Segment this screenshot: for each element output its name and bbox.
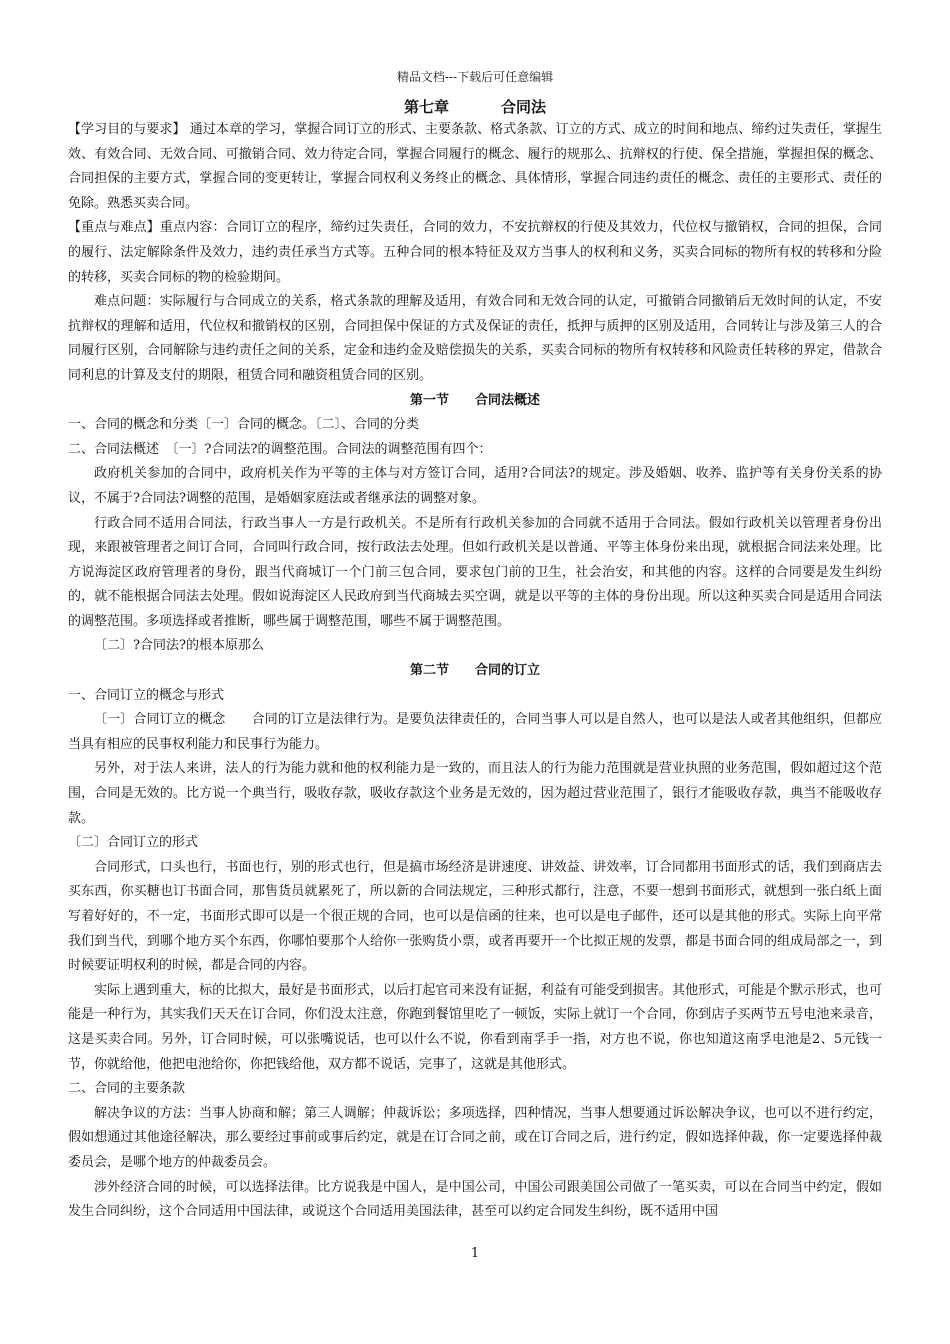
section-2-name: 合同的订立	[475, 663, 541, 679]
s1-paragraph-2: 行政合同不适用合同法，行政当事人一方是行政机关。不是所有行政机关参加的合同就不适用于合同法。假如行政机关以管理者身份出现，来跟被管理者之间订合同，合同叫行政合同，按行政法去处理。但如行政机关是以普通、平等主体身份来出现，就根据合同法来处理。比方说海淀区政府管理者的身份，跟当代商城订一个门前三包合同，要求包门前的卫生，社会治安，和其他的内容。这样的合同要是发生纠纷的，就不能根据合同法去处理。假如说海淀区人民政府到当代商城去买空调，就是以平等的主体的身份出现。所以这种买卖合同是适用合同法的调整范围。多项选择或者推断，哪些属于调整范围，哪些不属于调整范围。	[68, 515, 882, 629]
objectives-paragraph: 【学习目的与要求】 通过本章的学习，掌握合同订立的形式、主要条款、格式条款、订立的方式、成立的时间和地点、缔约过失责任，掌握生效、有效合同、无效合同、可撤销合同、效力待定合同，掌握合同履行的概念、履行的规那么、抗辩权的行使、保全措施，掌握担保的概念、合同担保的主要方式，掌握合同的变更转让，掌握合同权利义务终止的概念、具体情形，掌握合同违约责任的概念、责任的主要形式、责任的免除。熟悉买卖合同。	[68, 122, 882, 211]
s1-subheading-2: 〔二〕?合同法?的根本原那么	[94, 638, 264, 654]
chapter-name: 合同法	[501, 98, 547, 116]
section-1-title	[68, 389, 882, 414]
difficulties-paragraph: 难点问题：实际履行与合同成立的关系，格式条款的理解及适用，有效合同和无效合同的认定，可撤销合同撤销后无效时间的认定，不安抗辩权的理解和适用，代位权和撤销权的区别，合同担保中保证的方式及保证的责任，抵押与质押的区别及适用，合同转让与涉及第三人的合同履行区别，合同解除与违约责任之间的关系，定金和违约金及赔偿损失的关系，买卖合同标的物所有权转移和风险责任转移的界定，借款合同利息的计算及支付的期限，租赁合同和融资租赁合同的区别。	[68, 294, 882, 383]
document-body	[68, 118, 882, 1225]
s2-item-1: 一、合同订立的概念与形式	[68, 687, 225, 703]
s1-item-2: 二、合同法概述 〔一〕?合同法?的调整范围。合同法的调整范围有四个：	[68, 441, 492, 457]
s2-paragraph-3: 合同形式，口头也行，书面也行，别的形式也行，但是搞市场经济是讲速度、讲效益、讲效率，订合同都用书面形式的话，我们到商店去买东西，你买糖也订书面合同，那售货员就累死了，所以新的合同法规定，三种形式都行，注意，不要一想到书面形式，就想到一张白纸上面写着好好的，不一定，书面形式即可以是一个很正规的合同，也可以是信函的往来，也可以是电子邮件，还可以是其他的形式。实际上向平常我们到当代，到哪个地方买个东西，你哪怕要那个人给你一张购货小票，或者再要开一个比拟正规的发票，都是书面合同的组成局部之一，到时候要证明权利的时候，都是合同的内容。	[68, 859, 882, 974]
s2-paragraph-5: 解决争议的方法：当事人协商和解；第三人调解；仲裁诉讼；多项选择，四种情况，当事人想要通过诉讼解决争议，也可以不进行约定，假如想通过其他途径解决，那么要经过事前或事后约定，就是在订合同之前，或在订合同之后，进行约定，假如选择仲裁，你一定要选择仲裁委员会，是哪个地方的仲裁委员会。	[68, 1105, 882, 1170]
s2-subheading-2: 〔二〕合同订立的形式	[68, 835, 199, 851]
chapter-title	[0, 96, 950, 117]
page-number: 1	[470, 1246, 480, 1261]
s2-paragraph-6: 涉外经济合同的时候，可以选择法律。比方说我是中国人，是中国公司，中国公司跟美国公司做了一笔买卖，可以在合同当中约定，假如发生合同纠纷，这个合同适用中国法律，或说这个合同适用美国法律，甚至可以约定合同发生纠纷，既不适用中国	[68, 1179, 882, 1220]
s1-item-1: 一、合同的概念和分类〔一〕合同的概念。〔二〕、合同的分类	[68, 417, 420, 433]
s2-paragraph-2: 另外，对于法人来讲，法人的行为能力就和他的权利能力是一致的，而且法人的行为能力范围就是营业执照的业务范围，假如超过这个范围，合同是无效的。比方说一个典当行，吸收存款，吸收存款这个业务是无效的，因为超过营业范围了，银行才能吸收存款，典当不能吸收存款。	[68, 761, 882, 826]
section-1-number: 第一节	[409, 392, 449, 408]
header-note: 精品文档---下载后可任意编辑	[396, 70, 554, 84]
s2-paragraph-1: 〔一〕合同订立的概念 合同的订立是法律行为。是要负法律责任的，合同当事人可以是自然人，也可以是法人或者其他组织，但都应当具有相应的民事权利能力和民事行为能力。	[68, 712, 882, 752]
key-points-paragraph: 【重点与难点】重点内容：合同订立的程序，缔约过失责任，合同的效力，不安抗辩权的行使及其效力，代位权与撤销权，合同的担保，合同的履行、法定解除条件及效力，违约责任承当方式等。五种合同的根本特征及双方当事人的权利和义务，买卖合同标的物所有权的转移和分险的转移，买卖合同标的物的检验期间。	[68, 220, 882, 285]
chapter-number: 第七章	[403, 98, 449, 116]
section-1-name: 合同法概述	[475, 392, 541, 408]
s2-item-2: 二、合同的主要条款	[68, 1081, 186, 1097]
section-2-title	[68, 659, 882, 684]
s1-paragraph-1: 政府机关参加的合同中，政府机关作为平等的主体与对方签订合同，适用?合同法?的规定。涉及婚姻、收养、监护等有关身份关系的协议，不属于?合同法?调整的范围，是婚姻家庭法或者继承法的调整对象。	[68, 466, 882, 506]
s2-paragraph-4: 实际上遇到重大，标的比拟大，最好是书面形式，以后打起官司来没有证据，利益有可能受到损害。其他形式，可能是个默示形式，也可能是一种行为，其实我们天天在订合同，你们没太注意，你跑到餐馆里吃了一顿饭，实际上就订一个合同，你到店子买两节五号电池来录音，这是买卖合同。另外，订合同时候，可以张嘴说话，也可以什么不说，你看到南孚手一指，对方也不说，你也知道这南孚电池是2、5元钱一节，你就给他，他把电池给你，你把钱给他，双方都不说话，完事了，这就是其他形式。	[68, 982, 882, 1072]
section-2-number: 第二节	[409, 663, 449, 679]
